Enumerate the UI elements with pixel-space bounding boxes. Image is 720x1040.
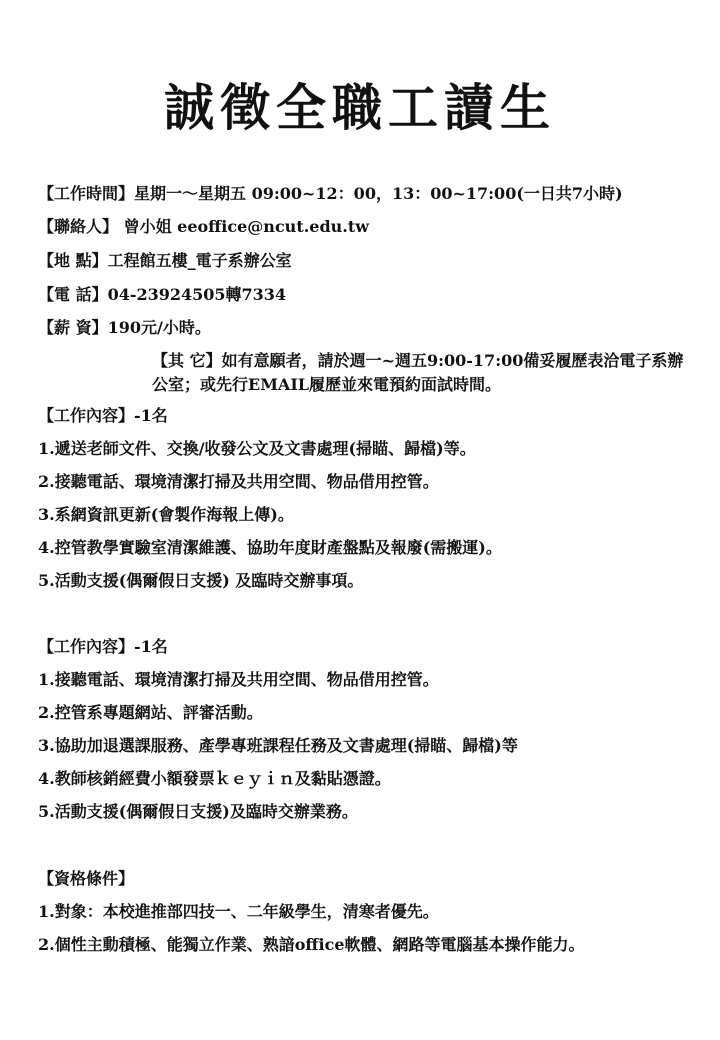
contact-person: 【聯絡人】 曾小姐 eeoffice@ncut.edu.tw <box>38 217 370 236</box>
job1-item: 2.接聽電話、環境清潔打掃及共用空間、物品借用控管。 <box>38 472 439 491</box>
job1-item: 1.遞送老師文件、交換/收發公文及文書處理(掃瞄、歸檔)等。 <box>38 439 476 458</box>
job1-item: 4.控管教學實驗室清潔維護、協助年度財產盤點及報廢(需搬運)。 <box>38 538 502 557</box>
job2-item: 1.接聽電話、環境清潔打掃及共用空間、物品借用控管。 <box>38 670 439 689</box>
phone-number: 【電 話】04-23924505轉7334 <box>38 285 287 304</box>
qualification-item: 2.個性主動積極、能獨立作業、熟諳office軟體、網路等電腦基本操作能力。 <box>38 935 585 954</box>
qualification-item: 1.對象：本校進推部四技一、二年級學生，清寒者優先。 <box>38 902 439 921</box>
job2-heading: 【工作內容】-1名 <box>38 637 168 656</box>
qualifications-heading: 【資格條件】 <box>38 869 135 888</box>
other-notes: 【其 它】如有意願者，請於週一~週五9:00-17:00備妥履歷表洽電子系辦公室；或先行EMAIL履歷並來電預約面試時間。 <box>152 351 684 394</box>
job2-item: 2.控管系專題網站、評審活動。 <box>38 703 263 722</box>
work-location: 【地 點】工程館五樓_電子系辦公室 <box>38 251 292 270</box>
job2-item: 3.協助加退選課服務、產學專班課程任務及文書處理(掃瞄、歸檔)等 <box>38 736 518 755</box>
job1-item: 3.系網資訊更新(會製作海報上傳)。 <box>38 505 294 524</box>
page-title: 誠徵全職工讀生 <box>164 78 556 137</box>
work-time: 【工作時間】星期一～星期五 09:00~12：00，13：00~17:00(一日共7小時) <box>38 184 623 203</box>
job1-item: 5.活動支援(偶爾假日支援) 及臨時交辦事項。 <box>38 571 364 590</box>
job2-item: 4.教師核銷經費小額發票ｋｅｙｉｎ及黏貼憑證。 <box>38 769 391 788</box>
salary: 【薪 資】190元/小時。 <box>38 318 211 337</box>
job1-heading: 【工作內容】-1名 <box>38 406 168 425</box>
job2-item: 5.活動支援(偶爾假日支援)及臨時交辦業務。 <box>38 802 358 821</box>
